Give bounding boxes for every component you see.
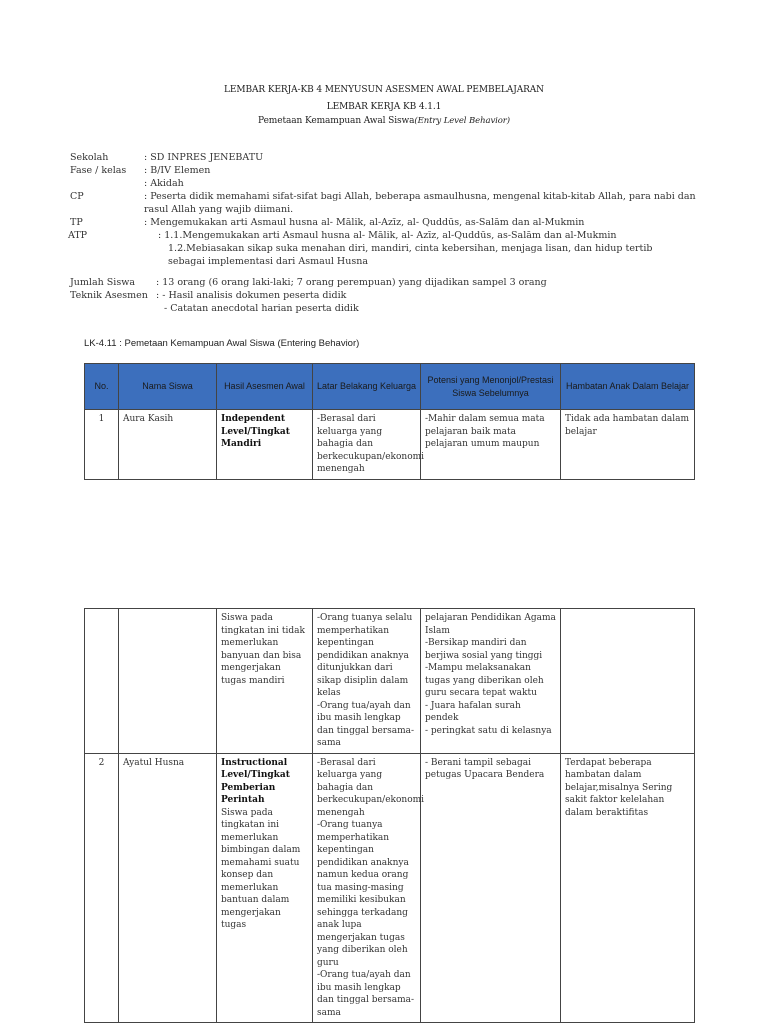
header-hasil: Hasil Asesmen Awal — [217, 364, 313, 410]
cell-latar: -Berasal dari keluarga yang bahagia dan berkecukupan/ekonomi menengah — [313, 410, 421, 480]
assessment-table-continued — [84, 608, 695, 1023]
cell-latar: -Orang tuanya selalu memperhatikan kepentingan pendidikan anaknya ditunjukkan dari sikap disiplin dalam kelas -Orang tua/ayah dan ibu masih lengkap dan tinggal bersama-sama — [313, 609, 421, 754]
cell-potensi: pelajaran Pendidikan Agama Islam -Bersikap mandiri dan berjiwa sosial yang tinggi -Mampu melaksanakan tugas yang diberikan oleh guru secara tepat waktu - Juara hafalan surah pendek - peringkat satu di kelasnya — [421, 609, 561, 754]
subtitle-main: Pemetaan Kemampuan Awal Siswa — [258, 116, 415, 126]
table-row — [85, 609, 695, 754]
cell-nama: Aura Kasih — [119, 410, 217, 480]
header-nama: Nama Siswa — [119, 364, 217, 410]
cp-label: CP — [70, 191, 84, 202]
lk-title: LK-4.11 : Pemetaan Kemampuan Awal Siswa (Entering Behavior) — [84, 338, 360, 349]
cp-value: : Peserta didik memahami sifat-sifat bagi Allah, beberapa asmaulhusna, mengenal kitab-kitab Allah, para nabi dan rasul Allah yang wajib diimani. — [144, 191, 696, 215]
hasil-level: Instructional Level/Tingkat Pemberian Perintah — [221, 757, 290, 805]
jumlah-value: : 13 orang (6 orang laki-laki; 7 orang perempuan) yang dijadikan sampel 3 orang — [156, 277, 547, 288]
cell-potensi: -Mahir dalam semua mata pelajaran baik mata pelajaran umum maupun — [421, 410, 561, 480]
cell-no: 1 — [85, 410, 119, 480]
table-header-row — [85, 364, 695, 410]
subtitle-italic: (Entry Level Behavior) — [414, 116, 510, 126]
header-no: No. — [85, 364, 119, 410]
tp-value: : Mengemukakan arti Asmaul husna al- Mālik, al-Azīz, al- Quddūs, as-Salām dan al-Mukmin — [144, 217, 585, 228]
cell-potensi: - Berani tampil sebagai petugas Upacara Bendera — [421, 753, 561, 1023]
table-row — [85, 410, 695, 480]
sekolah-value: : SD INPRES JENEBATU — [144, 152, 264, 163]
cell-hasil — [217, 753, 313, 1023]
cell-hambatan — [561, 609, 695, 754]
atp-label: ATP — [68, 230, 88, 241]
tp-label: TP — [70, 217, 83, 228]
atp-item-1: : 1.1.Mengemukakan arti Asmaul husna al- Mālik, al- Azīz, al-Quddūs, as-Salām dan al-Mukmin — [158, 230, 617, 241]
jumlah-label: Jumlah Siswa — [70, 277, 135, 288]
hasil-level: Independent Level/Tingkat Mandiri — [221, 414, 290, 449]
hasil-desc: Siswa pada tingkatan ini memerlukan bimbingan dalam memahami suatu konsep dan memerlukan bantuan dalam mengerjakan tugas — [221, 807, 301, 930]
cell-hambatan: Tidak ada hambatan dalam belajar — [561, 410, 695, 480]
header-latar: Latar Belakang Keluarga — [313, 364, 421, 410]
header-potensi: Potensi yang Menonjol/Prestasi Siswa Sebelumnya — [421, 364, 561, 410]
cell-hambatan: Terdapat beberapa hambatan dalam belajar,misalnya Sering sakit faktor kelelahan dalam beraktifitas — [561, 753, 695, 1023]
cell-no: 2 — [85, 753, 119, 1023]
table-row — [85, 753, 695, 1023]
fase-label: Fase / kelas — [70, 165, 127, 176]
cell-nama — [119, 609, 217, 754]
cell-hasil — [217, 410, 313, 480]
cell-latar: -Berasal dari keluarga yang bahagia dan berkecukupan/ekonomi menengah -Orang tuanya memperhatikan kepentingan pendidikan anaknya namun kedua orang tua masing-masing memiliki kesibukan sehingga terkadang anak lupa mengerjakan tugas yang diberikan oleh guru -Orang tua/ayah dan ibu masih lengkap dan tinggal bersama-sama — [313, 753, 421, 1023]
sekolah-label: Sekolah — [70, 152, 109, 163]
cell-nama: Ayatul Husna — [119, 753, 217, 1023]
elemen-value: : Akidah — [144, 178, 184, 189]
assessment-table — [84, 363, 695, 480]
atp-item-2: 1.2.Mebiasakan sikap suka menahan diri, mandiri, cinta kebersihan, menjaga lisan, dan hidup tertib sebagai implementasi dari Asmaul Husna — [168, 243, 653, 267]
document-title: LEMBAR KERJA-KB 4 MENYUSUN ASESMEN AWAL PEMBELAJARAN — [224, 85, 544, 95]
document-subtitle: LEMBAR KERJA KB 4.1.1 — [326, 102, 442, 112]
fase-value: : B/IV Elemen — [144, 165, 211, 176]
cell-no — [85, 609, 119, 754]
teknik-value-2: - Catatan anecdotal harian peserta didik — [164, 303, 359, 314]
school-info — [70, 151, 710, 315]
header-hambatan: Hambatan Anak Dalam Belajar — [561, 364, 695, 410]
teknik-label: Teknik Asesmen — [70, 290, 148, 301]
document-subtitle-2 — [0, 116, 768, 126]
teknik-value: : - Hasil analisis dokumen peserta didik — [156, 290, 347, 301]
cell-hasil: Siswa pada tingkatan ini tidak memerlukan banyuan dan bisa mengerjakan tugas mandiri — [217, 609, 313, 754]
